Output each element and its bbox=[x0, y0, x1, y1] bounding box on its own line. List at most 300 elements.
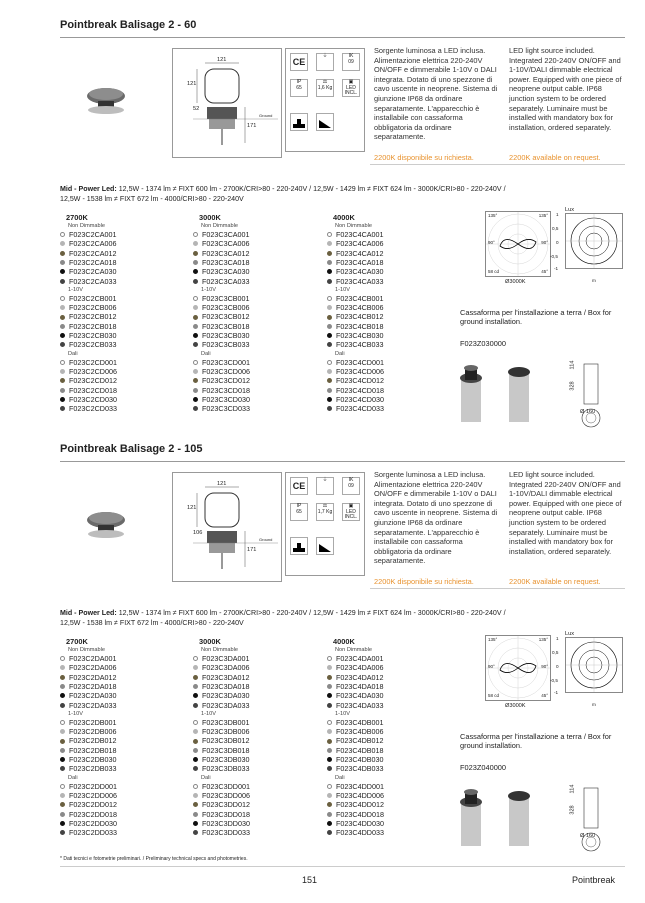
product-code-row bbox=[60, 404, 117, 413]
finish-swatch bbox=[327, 821, 332, 826]
product-code: F023C3CD030 bbox=[202, 394, 250, 404]
product-code: F023C4DB018 bbox=[336, 745, 384, 755]
polar-caption: Ø3000K bbox=[505, 703, 526, 709]
group-label: 1-10V bbox=[68, 710, 83, 717]
product-code-row bbox=[60, 727, 117, 736]
product-code-row bbox=[60, 340, 117, 349]
finish-swatch bbox=[193, 802, 198, 807]
finish-swatch bbox=[193, 369, 198, 374]
finish-swatch bbox=[193, 333, 198, 338]
product-code-row bbox=[60, 312, 117, 321]
product-code-row bbox=[193, 746, 250, 755]
product-code: F023C4CD006 bbox=[336, 366, 384, 376]
dim-stem: 171 bbox=[247, 547, 257, 553]
product-code-row bbox=[327, 386, 384, 395]
finish-swatch bbox=[60, 251, 65, 256]
product-code: F023C3DA018 bbox=[202, 681, 250, 691]
group-label: Non Dimmable bbox=[335, 223, 372, 229]
product-code-row bbox=[327, 701, 384, 710]
product-code-row bbox=[327, 312, 384, 321]
product-code-row bbox=[60, 718, 117, 727]
product-code: F023C3CA001 bbox=[202, 230, 250, 239]
finish-swatch bbox=[327, 296, 332, 301]
product-code: F023C2CD018 bbox=[69, 385, 117, 395]
product-code: F023C2DA030 bbox=[69, 691, 117, 701]
finish-swatch bbox=[60, 675, 65, 680]
product-code-row bbox=[60, 303, 117, 312]
product-section: Pointbreak Balisage 2 - 105 121 121 106 171 Ground CE ⏚ IK 09 IP 65 ⚖ 1,7 Kg ▣ LED INCL. Sorgente luminosa a LED inclusa. Alimentazione elettrica 220-240V ON/OFF e dimmerabile 1-10V o DALI integrata. Dotato di uno spezzone di cavo uscente in neoprene. Sistema di giunzione IP68 da ordinare separatamente. L'apparecchio è installabile con cassaforma obbligatoria da ordinare separatamente. LED light source included. Integrated 220-240V ON/OFF and 1-10V/DALI dimmable electrical power. Equipped with one piece of neoprene output cable. IP68 junction system to be ordered separately. Luminaire must be installed with mandatory box for installation, ordered separately. 2200K disponibile su richiesta. 2200K available on request. Mid - Power Led: 12,5W - 1374 lm ≠ FIXT 600 lm - 2700K/CRI>80 - 220-240V / 12,5W - 1429 lm ≠ FIXT 624 lm - 3000K/CRI>80 - 220-240V / 12,5W - 1538 lm ≠ FIXT 672 lm - 4000/CRI>80 - 220-240V 2700K Non Dimmable F023C2DA001 F023C2DA006 F023C2DA012 F023C2DA018 F023C2DA030 F023C2DA033 1-10V F023C2DB001 F023C2DB006 F023C2DB012 F023C2DB018 F023C2DB030 F023C2DB033 Dali F023C2DD001 F023C2DD006 F023C2DD012 F023C2DD018 F023C2DD030 F023C2DD033 3000K Non Dimmable F023C3DA001 F023C3DA006 F023C3DA012 F023C3DA018 F023C3DA030 F023C3DA033 1-10V F023C3DB001 F023C3DB006 F023C3DB012 F023C3DB018 F023C3DB030 F023C3DB033 Dali F023C3DD001 F023C3DD006 F023C3DD012 F023C3DD018 F023C3DD030 F023C3DD033 4000K Non Dimmable F023C4DA001 F023C4DA006 F023C4DA012 F023C4DA018 F023C4DA030 F023C4DA033 1-10V F023C4DB001 F023C4DB006 F023C4DB012 F023C4DB018 F023C4DB030 F023C4DB033 Dali F023C4DD001 F023C4DD006 F023C4DD012 F023C4DD018 F023C4DD030 F023C4DD033 135° 135° 90° 90° 58 cd 45° Ø3000K Lux 1 0,5 0 -0,5 -1 m Cassaforma per l'installazione a terra / Box for ground installation. F023Z040000 328 114 Ø 160 bbox=[0, 424, 645, 854]
product-code-row bbox=[193, 800, 250, 809]
ground-label: Ground bbox=[259, 537, 273, 542]
finish-swatch bbox=[60, 830, 65, 835]
finish-swatch bbox=[327, 279, 332, 284]
finish-swatch bbox=[60, 693, 65, 698]
ground-symbol-icon: ⏚ bbox=[316, 477, 334, 495]
product-code-row bbox=[193, 673, 250, 682]
product-photo bbox=[85, 509, 127, 539]
finish-swatch bbox=[60, 260, 65, 265]
product-code-row bbox=[60, 701, 117, 710]
product-code-row bbox=[193, 258, 250, 267]
finish-swatch bbox=[327, 802, 332, 807]
product-code-row bbox=[60, 322, 117, 331]
install-ground-icon bbox=[290, 113, 308, 131]
dimension-drawing bbox=[172, 472, 282, 582]
product-code: F023C4DB001 bbox=[336, 717, 384, 727]
product-code-row bbox=[193, 303, 250, 312]
finish-swatch bbox=[60, 406, 65, 411]
dim-depth: 52 bbox=[193, 106, 200, 112]
product-code: F023C3DB012 bbox=[202, 736, 250, 746]
product-code-row bbox=[60, 791, 117, 800]
finish-swatch bbox=[60, 656, 65, 661]
dim-height: 121 bbox=[187, 505, 197, 511]
finish-swatch bbox=[60, 812, 65, 817]
finish-swatch bbox=[193, 784, 198, 789]
product-photo bbox=[85, 85, 127, 115]
product-code: F023C3CA006 bbox=[202, 239, 250, 249]
finish-swatch bbox=[60, 360, 65, 365]
product-code-row bbox=[193, 682, 250, 691]
finish-swatch bbox=[193, 269, 198, 274]
finish-swatch bbox=[327, 241, 332, 246]
ik-icon: IK 09 bbox=[342, 53, 360, 71]
product-code-row bbox=[327, 819, 384, 828]
finish-swatch bbox=[327, 720, 332, 725]
finish-swatch bbox=[327, 757, 332, 762]
box-code: F023Z040000 bbox=[460, 763, 507, 772]
note-it: 2200K disponibile su richiesta. bbox=[374, 577, 474, 586]
group-label: Dali bbox=[335, 350, 345, 357]
product-code: F023C4CB001 bbox=[336, 293, 384, 303]
product-code: F023C4DA012 bbox=[336, 672, 384, 682]
finish-swatch bbox=[327, 665, 332, 670]
product-code-row bbox=[60, 764, 117, 773]
group-label: 1-10V bbox=[335, 286, 350, 293]
finish-swatch bbox=[60, 793, 65, 798]
brand-footer: Pointbreak bbox=[572, 875, 616, 885]
ip-icon: IP 65 bbox=[290, 503, 308, 521]
product-code-row bbox=[193, 727, 250, 736]
product-code: F023C2DB006 bbox=[69, 727, 117, 737]
product-code-row bbox=[60, 230, 117, 239]
finish-swatch bbox=[60, 315, 65, 320]
product-code: F023C2DB018 bbox=[69, 745, 117, 755]
description-it: Sorgente luminosa a LED inclusa. Alimentazione elettrica 220-240V ON/OFF e dimmerabile 1-10V o DALI integrata. Dotato di uno spezzone di cavo uscente in neoprene. Sistema di giunzione IP68 da ordinare separatamente. L'apparecchio è installabile con cassaforma obbligatoria da ordinare separatamente. bbox=[374, 470, 498, 566]
product-code-row bbox=[327, 718, 384, 727]
group-label: 1-10V bbox=[68, 286, 83, 293]
box-description: Cassaforma per l'installazione a terra / Box for ground installation. bbox=[460, 732, 612, 751]
product-code: F023C4DD033 bbox=[336, 828, 384, 838]
product-code: F023C4CA018 bbox=[336, 257, 384, 267]
finish-swatch bbox=[327, 729, 332, 734]
led-incl-icon: ▣ LED INCL. bbox=[342, 503, 360, 521]
box-description: Cassaforma per l'installazione a terra / Box for ground installation. bbox=[460, 308, 612, 327]
finish-swatch bbox=[327, 232, 332, 237]
finish-swatch bbox=[193, 739, 198, 744]
finish-swatch bbox=[60, 296, 65, 301]
product-code-row bbox=[193, 395, 250, 404]
product-code-row bbox=[327, 358, 384, 367]
product-code-row bbox=[193, 755, 250, 764]
finish-swatch bbox=[327, 830, 332, 835]
product-code-row bbox=[193, 277, 250, 286]
polar-caption: Ø3000K bbox=[505, 279, 526, 285]
finish-swatch bbox=[193, 757, 198, 762]
product-code: F023C2DA012 bbox=[69, 672, 117, 682]
finish-swatch bbox=[193, 793, 198, 798]
product-code: F023C4DD006 bbox=[336, 790, 384, 800]
product-code: F023C3DA030 bbox=[202, 691, 250, 701]
finish-swatch bbox=[60, 388, 65, 393]
product-code-row bbox=[327, 267, 384, 276]
finish-swatch bbox=[327, 793, 332, 798]
product-code-row bbox=[327, 322, 384, 331]
product-code: F023C2CD033 bbox=[69, 404, 117, 414]
product-code-row bbox=[193, 312, 250, 321]
product-code: F023C3DA001 bbox=[202, 654, 250, 663]
product-code-row bbox=[327, 277, 384, 286]
product-code-row bbox=[60, 386, 117, 395]
footnote: * Dati tecnici e fotometrie preliminari. / Preliminary technical specs and photometries. bbox=[60, 856, 248, 862]
dim-width: 121 bbox=[217, 481, 227, 487]
description-it: Sorgente luminosa a LED inclusa. Alimentazione elettrica 220-240V ON/OFF e dimmerabile 1-10V o DALI integrata. Dotato di uno spezzone di cavo uscente in neoprene. Sistema di giunzione IP68 da ordinare separatamente. L'apparecchio è installabile con cassaforma obbligatoria da ordinare separatamente. bbox=[374, 46, 498, 142]
finish-swatch bbox=[327, 656, 332, 661]
product-code-row bbox=[327, 691, 384, 700]
box-code: F023Z030000 bbox=[460, 339, 507, 348]
finish-swatch bbox=[193, 748, 198, 753]
product-code: F023C4DB012 bbox=[336, 736, 384, 746]
finish-swatch bbox=[327, 388, 332, 393]
product-code: F023C3CD001 bbox=[202, 357, 250, 367]
ground-symbol-icon: ⏚ bbox=[316, 53, 334, 71]
finish-swatch bbox=[327, 251, 332, 256]
product-code: F023C2DB001 bbox=[69, 717, 117, 727]
finish-swatch bbox=[193, 388, 198, 393]
finish-swatch bbox=[193, 703, 198, 708]
finish-swatch bbox=[193, 324, 198, 329]
product-code-row bbox=[60, 654, 117, 663]
product-code: F023C4DD018 bbox=[336, 809, 384, 819]
finish-swatch bbox=[60, 729, 65, 734]
product-code: F023C4CD018 bbox=[336, 385, 384, 395]
group-label: Non Dimmable bbox=[68, 647, 105, 653]
product-code: F023C3CB012 bbox=[202, 312, 250, 322]
product-code-row bbox=[60, 331, 117, 340]
finish-swatch bbox=[193, 406, 198, 411]
finish-swatch bbox=[193, 684, 198, 689]
polar-diagram: 135° 135° 90° 90° 58 cd 45° bbox=[485, 211, 551, 277]
product-code-row bbox=[60, 736, 117, 745]
product-code: F023C2DA018 bbox=[69, 681, 117, 691]
product-code-row bbox=[60, 258, 117, 267]
finish-swatch bbox=[60, 757, 65, 762]
finish-swatch bbox=[193, 251, 198, 256]
finish-swatch bbox=[60, 279, 65, 284]
product-code-row bbox=[327, 376, 384, 385]
slope-icon bbox=[316, 113, 334, 131]
product-title: Pointbreak Balisage 2 - 105 bbox=[60, 443, 203, 455]
finish-swatch bbox=[193, 675, 198, 680]
product-code-row bbox=[193, 654, 250, 663]
product-code: F023C3DD033 bbox=[202, 828, 250, 838]
finish-swatch bbox=[327, 360, 332, 365]
product-code-row bbox=[327, 810, 384, 819]
product-code-row bbox=[193, 701, 250, 710]
finish-swatch bbox=[193, 720, 198, 725]
group-label: Non Dimmable bbox=[201, 647, 238, 653]
finish-swatch bbox=[327, 378, 332, 383]
product-code-row bbox=[60, 376, 117, 385]
led-incl-icon: ▣ LED INCL. bbox=[342, 79, 360, 97]
product-code: F023C2DD018 bbox=[69, 809, 117, 819]
finish-swatch bbox=[193, 656, 198, 661]
finish-swatch bbox=[327, 703, 332, 708]
product-code-row bbox=[193, 718, 250, 727]
product-code-row bbox=[327, 294, 384, 303]
ground-label: Ground bbox=[259, 113, 273, 118]
product-code-row bbox=[193, 267, 250, 276]
finish-swatch bbox=[327, 739, 332, 744]
product-code: F023C3CD018 bbox=[202, 385, 250, 395]
product-code-row bbox=[327, 249, 384, 258]
product-code-row bbox=[193, 376, 250, 385]
product-code-row bbox=[60, 755, 117, 764]
product-code-row bbox=[327, 230, 384, 239]
product-code: F023C3DD012 bbox=[202, 800, 250, 810]
column-heading: 4000K bbox=[333, 637, 355, 646]
finish-swatch bbox=[193, 812, 198, 817]
product-code: F023C3DD018 bbox=[202, 809, 250, 819]
finish-swatch bbox=[193, 821, 198, 826]
product-code-row bbox=[327, 755, 384, 764]
group-label: Non Dimmable bbox=[201, 223, 238, 229]
product-code: F023C4CB018 bbox=[336, 321, 384, 331]
product-code-row bbox=[327, 239, 384, 248]
product-code: F023C4CA012 bbox=[336, 248, 384, 258]
product-code-row bbox=[193, 791, 250, 800]
product-code: F023C2CD012 bbox=[69, 376, 117, 386]
finish-swatch bbox=[193, 260, 198, 265]
product-code-row bbox=[60, 267, 117, 276]
product-code: F023C2DD006 bbox=[69, 790, 117, 800]
product-code-row bbox=[193, 386, 250, 395]
product-code-row bbox=[60, 294, 117, 303]
finish-swatch bbox=[327, 766, 332, 771]
product-code: F023C3CD033 bbox=[202, 404, 250, 414]
dim-width: 121 bbox=[217, 57, 227, 63]
product-code: F023C3CA018 bbox=[202, 257, 250, 267]
finish-swatch bbox=[327, 784, 332, 789]
product-code-row bbox=[60, 249, 117, 258]
product-code-row bbox=[193, 367, 250, 376]
product-code: F023C2DD012 bbox=[69, 800, 117, 810]
product-code-row bbox=[60, 782, 117, 791]
finish-swatch bbox=[193, 830, 198, 835]
product-code: F023C3DA006 bbox=[202, 663, 250, 673]
page-number: 151 bbox=[302, 875, 318, 885]
product-code: F023C2DD030 bbox=[69, 818, 117, 828]
product-code: F023C2CB006 bbox=[69, 303, 117, 313]
product-code-row bbox=[60, 828, 117, 837]
column-heading: 4000K bbox=[333, 213, 355, 222]
column-heading: 2700K bbox=[66, 213, 88, 222]
product-code: F023C2CB018 bbox=[69, 321, 117, 331]
product-code-row bbox=[60, 746, 117, 755]
product-code: F023C4CD033 bbox=[336, 404, 384, 414]
product-code: F023C4DB006 bbox=[336, 727, 384, 737]
product-code: F023C4CB030 bbox=[336, 331, 384, 340]
product-code: F023C2CA006 bbox=[69, 239, 117, 249]
finish-swatch bbox=[60, 821, 65, 826]
product-code: F023C2CA030 bbox=[69, 267, 117, 277]
finish-swatch bbox=[193, 232, 198, 237]
product-code: F023C3CB001 bbox=[202, 293, 250, 303]
product-code: F023C2CA018 bbox=[69, 257, 117, 267]
dimension-drawing bbox=[172, 48, 282, 158]
product-code: F023C3DD030 bbox=[202, 818, 250, 828]
product-code-row bbox=[327, 340, 384, 349]
group-label: 1-10V bbox=[335, 710, 350, 717]
box-photo-2 bbox=[505, 362, 535, 424]
product-code-row bbox=[60, 367, 117, 376]
product-code-row bbox=[60, 682, 117, 691]
product-code-row bbox=[193, 340, 250, 349]
column-heading: 3000K bbox=[199, 637, 221, 646]
finish-swatch bbox=[60, 369, 65, 374]
product-code-row bbox=[327, 828, 384, 837]
group-label: Dali bbox=[68, 774, 78, 781]
product-code-row bbox=[327, 791, 384, 800]
finish-swatch bbox=[60, 703, 65, 708]
finish-swatch bbox=[60, 241, 65, 246]
product-code: F023C3DA012 bbox=[202, 672, 250, 682]
product-code: F023C4CD030 bbox=[336, 394, 384, 404]
finish-swatch bbox=[327, 260, 332, 265]
product-code-row bbox=[193, 663, 250, 672]
spec-line: Mid - Power Led: 12,5W - 1374 lm ≠ FIXT 600 lm - 2700K/CRI>80 - 220-240V / 12,5W - 1429 lm ≠ FIXT 624 lm - 3000K/CRI>80 - 220-240V / 12,5W - 1538 lm ≠ FIXT 672 lm - 4000/CRI>80 - 220-240V bbox=[60, 185, 506, 203]
product-code-row bbox=[193, 322, 250, 331]
finish-swatch bbox=[60, 342, 65, 347]
product-code: F023C3CD012 bbox=[202, 376, 250, 386]
finish-swatch bbox=[327, 269, 332, 274]
icon-panel bbox=[285, 48, 365, 152]
product-code-row bbox=[193, 782, 250, 791]
finish-swatch bbox=[193, 305, 198, 310]
group-label: Non Dimmable bbox=[335, 647, 372, 653]
ik-icon: IK 09 bbox=[342, 477, 360, 495]
product-code-row bbox=[327, 303, 384, 312]
product-code: F023C2DD033 bbox=[69, 828, 117, 838]
weight-icon: ⚖ 1,6 Kg bbox=[316, 79, 334, 97]
finish-swatch bbox=[60, 232, 65, 237]
product-code-row bbox=[327, 764, 384, 773]
icon-panel bbox=[285, 472, 365, 576]
product-code: F023C4DD030 bbox=[336, 818, 384, 828]
product-code: F023C3DB033 bbox=[202, 764, 250, 774]
finish-swatch bbox=[60, 305, 65, 310]
product-code-row bbox=[327, 367, 384, 376]
product-code-row bbox=[193, 230, 250, 239]
product-code: F023C4DA018 bbox=[336, 681, 384, 691]
product-code: F023C4CB033 bbox=[336, 340, 384, 350]
product-code: F023C2DA006 bbox=[69, 663, 117, 673]
product-code: F023C3CA033 bbox=[202, 276, 250, 286]
product-code-row bbox=[193, 819, 250, 828]
product-code: F023C2CA012 bbox=[69, 248, 117, 258]
dim-depth: 106 bbox=[193, 530, 203, 536]
finish-swatch bbox=[193, 693, 198, 698]
product-code-row bbox=[60, 277, 117, 286]
product-code: F023C3DB006 bbox=[202, 727, 250, 737]
install-ground-icon bbox=[290, 537, 308, 555]
product-code-row bbox=[193, 331, 250, 340]
finish-swatch bbox=[60, 739, 65, 744]
group-label: Dali bbox=[68, 350, 78, 357]
product-code: F023C2DA033 bbox=[69, 700, 117, 710]
note-en: 2200K available on request. bbox=[509, 577, 601, 586]
product-code-row bbox=[193, 691, 250, 700]
finish-swatch bbox=[60, 748, 65, 753]
finish-swatch bbox=[60, 378, 65, 383]
finish-swatch bbox=[327, 675, 332, 680]
weight-icon: ⚖ 1,7 Kg bbox=[316, 503, 334, 521]
finish-swatch bbox=[193, 397, 198, 402]
product-code-row bbox=[60, 810, 117, 819]
product-code-row bbox=[327, 800, 384, 809]
product-code-row bbox=[193, 810, 250, 819]
product-code: F023C4DB033 bbox=[336, 764, 384, 774]
finish-swatch bbox=[60, 665, 65, 670]
box-photo-1 bbox=[455, 360, 491, 425]
product-code-row bbox=[193, 239, 250, 248]
product-code: F023C2CA001 bbox=[69, 230, 117, 239]
finish-swatch bbox=[193, 360, 198, 365]
note-en: 2200K available on request. bbox=[509, 153, 601, 162]
product-code-row bbox=[193, 294, 250, 303]
description-en: LED light source included. Integrated 220-240V ON/OFF and 1-10V/DALI dimmable electrical power. Equipped with one piece of neoprene output cable. IP68 junction system to be ordered separately. Luminaire must be installed with mandatory box for installation, ordered separately. bbox=[509, 470, 622, 556]
dim-stem: 171 bbox=[247, 123, 257, 129]
product-code-row bbox=[60, 673, 117, 682]
finish-swatch bbox=[193, 766, 198, 771]
product-code: F023C3DB030 bbox=[202, 755, 250, 764]
finish-swatch bbox=[327, 333, 332, 338]
product-code: F023C4CA001 bbox=[336, 230, 384, 239]
finish-swatch bbox=[60, 784, 65, 789]
product-code: F023C4CB012 bbox=[336, 312, 384, 322]
product-code: F023C4CA006 bbox=[336, 239, 384, 249]
product-code: F023C3DA033 bbox=[202, 700, 250, 710]
